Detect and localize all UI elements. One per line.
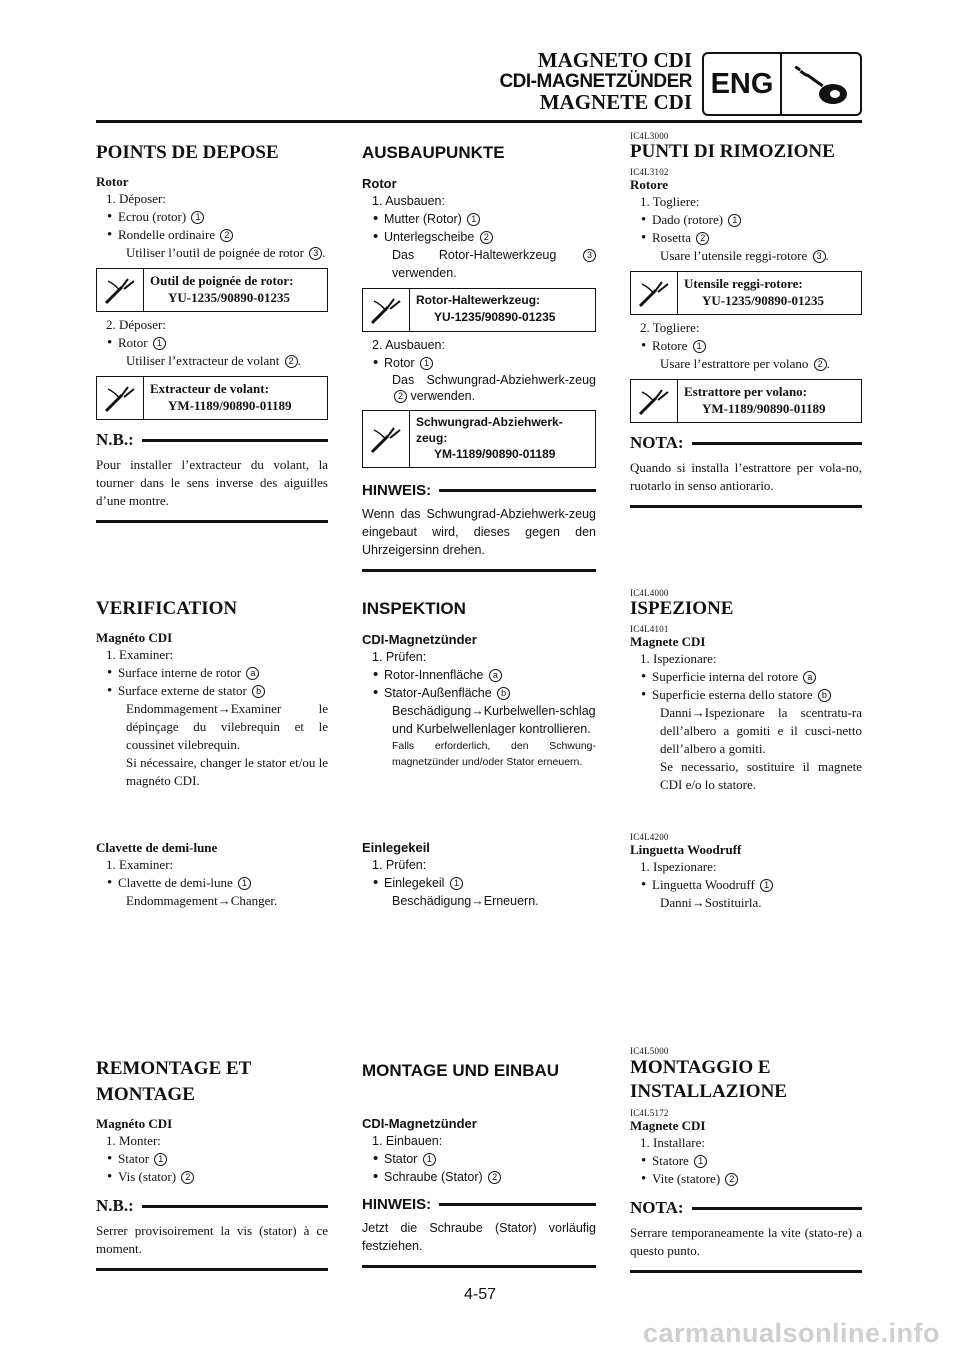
- fr-tool-1-name: Outil de poignée de rotor:: [150, 273, 294, 288]
- callout-1: 1: [153, 337, 166, 350]
- fr-removal-title: POINTS DE DEPOSE: [96, 142, 279, 163]
- fr-rotor-heading: Rotor: [96, 174, 129, 189]
- fr-bullet-stator-surface: [96, 682, 328, 700]
- fr-verification-title: VERIFICATION: [96, 598, 238, 619]
- de-bullet-stator: [362, 1150, 596, 1168]
- fr-magneto-heading: Magnéto CDI: [96, 630, 173, 645]
- it-inspect-step: 1. Ispezionare:: [640, 651, 717, 666]
- it-step-2: 2. Togliere:: [640, 320, 700, 335]
- it-bullet-rotor: [630, 337, 862, 355]
- callout-2: 2: [394, 390, 407, 403]
- de-step-2: 2. Ausbauen:: [372, 338, 445, 352]
- de-note-2: Jetzt die Schraube (Stator) vorläufig festziehen.: [362, 1219, 596, 1268]
- de-bullet-rotor-text: Rotor: [384, 356, 415, 370]
- fr-key-examine: 1. Examiner:: [106, 857, 174, 872]
- callout-1: 1: [728, 214, 741, 227]
- it-bullet-key: [630, 876, 862, 894]
- de-bullet-key: [362, 874, 596, 892]
- it-bullet-rotor-surface: [630, 668, 862, 686]
- it-note-header-2: [630, 1198, 862, 1218]
- callout-1: 1: [238, 877, 251, 890]
- fr-tool-2-text: [144, 377, 327, 419]
- de-tool-box-flywheel-puller: [362, 410, 596, 468]
- de-removal-title: AUSBAUPUNKTE: [362, 143, 505, 162]
- callout-3: 3: [309, 247, 322, 260]
- de-bullet-rotor: [362, 354, 596, 372]
- it-tool-2-number: YM-1189/90890-01189: [702, 401, 826, 416]
- de-tool-1-name: Rotor-Haltewerkzeug:: [416, 293, 541, 307]
- fr-step-1: 1. Déposer:: [106, 191, 166, 206]
- section-badge: [702, 52, 862, 116]
- it-key-heading: Linguetta Woodruff: [630, 842, 742, 857]
- de-rotor-instruction-text: Das Schwungrad-Abziehwerk-zeug: [392, 373, 596, 387]
- fr-assembly-section: [96, 1056, 328, 1271]
- de-bullet-washer-text: Unterlegscheibe: [384, 230, 475, 244]
- it-removal-title: PUNTI DI RIMOZIONE: [630, 141, 835, 162]
- de-rotor-instruction: [362, 372, 596, 404]
- fr-tool-1-text: [144, 269, 327, 311]
- fr-washer-instruction-text: Utiliser l’outil de poignée de rotor: [126, 245, 304, 260]
- it-stator-text: Statore: [652, 1153, 689, 1168]
- de-magneto-heading-2: CDI-Magnetzünder: [362, 1116, 477, 1131]
- it-note-2: Serrare temporaneamente la vite (stato-re) a questo punto.: [630, 1224, 862, 1273]
- callout-a: a: [246, 667, 259, 680]
- it-magneto-heading: Magnete CDI: [630, 634, 706, 649]
- header-rule: [96, 120, 862, 123]
- callout-1: 1: [420, 357, 433, 370]
- it-tool-box-rotor-holder: [630, 271, 862, 315]
- it-stator-surface-text: Superficie esterna dello statore: [652, 687, 813, 702]
- it-bullet-washer-text: Rosetta: [652, 230, 691, 245]
- wrench-tool-icon: [363, 411, 410, 467]
- it-inspection-instruction-2: Se necessario, sostituire il magnete CDI e/o lo statore.: [660, 759, 862, 792]
- it-note-1: Quando si installa l’estrattore per vola-no, ruotarlo in senso antiorario.: [630, 459, 862, 508]
- it-bullet-screw: [630, 1170, 862, 1188]
- it-tool-box-flywheel-puller: [630, 379, 862, 423]
- de-bullet-washer: [362, 228, 596, 246]
- fr-rotor-instruction: Utiliser l’extracteur de volant 2 .: [126, 353, 301, 368]
- de-install-step: 1. Einbauen:: [372, 1134, 443, 1148]
- callout-2: 2: [488, 1171, 501, 1184]
- de-washer-instruction: [362, 246, 596, 282]
- callout-1: 1: [450, 877, 463, 890]
- it-bullet-nut: [630, 211, 862, 229]
- it-key-inspect: 1. Ispezionare:: [640, 859, 717, 874]
- it-install-step: 1. Installare:: [640, 1135, 705, 1150]
- it-bullet-nut-text: Dado (rotore): [652, 212, 724, 227]
- it-note-label-2: NOTA:: [630, 1198, 684, 1217]
- engine-icon: [782, 54, 860, 114]
- page-number: 4-57: [463, 1286, 497, 1303]
- de-key-section: [362, 840, 596, 910]
- fr-key-instruction: Endommagement→Changer.: [126, 893, 278, 908]
- it-key-text: Linguetta Woodruff: [652, 877, 755, 892]
- it-code-magneto-2: IC4L5172: [630, 1108, 669, 1118]
- fr-bullet-nut-text: Ecrou (rotor): [118, 209, 187, 224]
- fr-stator-surface-text: Surface externe de stator: [118, 683, 247, 698]
- de-key-check: 1. Prüfen:: [372, 858, 427, 872]
- callout-2: 2: [181, 1171, 194, 1184]
- de-note-header: [362, 482, 596, 499]
- fr-magneto-heading-2: Magnéto CDI: [96, 1116, 173, 1131]
- callout-1: 1: [760, 879, 773, 892]
- fr-tool-2-number: YM-1189/90890-01189: [168, 398, 292, 413]
- fr-bullet-washer: [96, 226, 328, 244]
- de-bullet-stator-surface: [362, 684, 596, 702]
- it-washer-instruction: Usare l’utensile reggi-rotore 3 .: [660, 248, 829, 263]
- fr-verification-instruction-2: Si nécessaire, changer le stator et/ou le magnéto CDI.: [126, 755, 328, 788]
- callout-1: 1: [154, 1153, 167, 1166]
- de-removal-section: [362, 142, 596, 572]
- de-bullet-nut-text: Mutter (Rotor): [384, 212, 462, 226]
- de-inspection-instruction-2: Falls erforderlich, den Schwung-magnetzünder und/oder Stator erneuern.: [392, 740, 596, 768]
- fr-verification-section: [96, 598, 328, 790]
- fr-note-label: N.B.:: [96, 430, 134, 449]
- callout-b: b: [252, 685, 265, 698]
- wrench-tool-icon: [631, 380, 678, 422]
- it-key-instruction: Danni→Sostituirla.: [660, 895, 762, 910]
- callout-2: 2: [814, 358, 827, 371]
- section-badge-label: ENG: [704, 54, 782, 114]
- de-inspection-title: INSPEKTION: [362, 599, 466, 618]
- callout-3: 3: [813, 250, 826, 263]
- de-check-step: 1. Prüfen:: [372, 650, 427, 664]
- fr-note-header: [96, 430, 328, 450]
- callout-1: 1: [693, 340, 706, 353]
- de-magneto-heading: CDI-Magnetzünder: [362, 632, 477, 647]
- de-note-label-2: HINWEIS:: [362, 1196, 432, 1213]
- de-note-label: HINWEIS:: [362, 482, 432, 499]
- fr-key-heading: Clavette de demi-lune: [96, 840, 218, 855]
- it-bullet-rotor-text: Rotore: [652, 338, 688, 353]
- it-code-magneto: IC4L4101: [630, 624, 669, 634]
- de-note-1: Wenn das Schwungrad-Abziehwerk-zeug eingebaut wird, dieses gegen den Uhrzeigersinn drehen.: [362, 505, 596, 572]
- fr-note-1: Pour installer l’extracteur du volant, la tourner dans le sens inverse des aiguilles d’une montre.: [96, 456, 328, 523]
- it-rotor-instruction: Usare l’estrattore per volano 2 .: [660, 356, 830, 371]
- fr-screw-text: Vis (stator): [118, 1169, 177, 1184]
- it-rotor-instruction-text: Usare l’estrattore per volano: [660, 356, 809, 371]
- header-line-3: MAGNETE CDI: [539, 90, 692, 114]
- fr-note-label-2: N.B.:: [96, 1196, 134, 1215]
- fr-rotor-instruction-text: Utiliser l’extracteur de volant: [126, 353, 280, 368]
- watermark: carmanualsonline.info: [642, 1318, 940, 1348]
- it-bullet-stator: [630, 1152, 862, 1170]
- it-inspection-instruction: Danni→Ispezionare la scentratu-ra dell’albero a gomiti e il cusci-netto dell’albero a gomiti.: [660, 705, 862, 756]
- de-key-heading: Einlegekeil: [362, 840, 430, 855]
- it-rotor-heading: Rotore: [630, 177, 669, 192]
- fr-assembly-title: REMONTAGE ET MONTAGE: [96, 1058, 252, 1105]
- callout-1: 1: [423, 1153, 436, 1166]
- callout-b: b: [818, 689, 831, 702]
- de-tool-1-number: YU-1235/90890-01235: [434, 310, 556, 324]
- fr-tool-2-name: Extracteur de volant:: [150, 381, 269, 396]
- callout-1: 1: [467, 213, 480, 226]
- wrench-tool-icon: [363, 289, 410, 331]
- it-washer-instruction-text: Usare l’utensile reggi-rotore: [660, 248, 808, 263]
- fr-bullet-rotor: [96, 334, 328, 352]
- de-washer-instruction-end: verwenden.: [392, 266, 457, 280]
- de-tool-2-name: Schwungrad-Abziehwerk-zeug:: [416, 415, 563, 445]
- callout-3: 3: [583, 249, 596, 262]
- de-key-instruction: Beschädigung→Erneuern.: [392, 894, 539, 908]
- callout-2: 2: [480, 231, 493, 244]
- it-tool-2-name: Estrattore per volano:: [684, 384, 807, 399]
- de-tool-2-text: [410, 411, 595, 467]
- wrench-tool-icon: [97, 269, 144, 311]
- fr-removal-section: [96, 142, 328, 523]
- fr-bullet-nut: [96, 208, 328, 226]
- fr-examine-step: 1. Examiner:: [106, 647, 174, 662]
- header-line-2: CDI-MAGNETZÜNDER: [499, 71, 692, 92]
- section-header: [499, 50, 692, 113]
- de-rotor-heading: Rotor: [362, 176, 397, 191]
- callout-b: b: [497, 687, 510, 700]
- de-rotor-instruction-end: verwenden.: [410, 389, 476, 403]
- wrench-tool-icon: [97, 377, 144, 419]
- de-inspection-section: [362, 598, 596, 770]
- wrench-tool-icon: [631, 272, 678, 314]
- fr-washer-instruction: Utiliser l’outil de poignée de rotor 3 .: [126, 245, 326, 260]
- fr-tool-box-flywheel-puller: [96, 376, 328, 420]
- it-note-header: [630, 433, 862, 453]
- fr-stator-text: Stator: [118, 1151, 150, 1166]
- it-tool-1-name: Utensile reggi-rotore:: [684, 276, 803, 291]
- fr-bullet-rotor-surface: [96, 664, 328, 682]
- fr-bullet-washer-text: Rondelle ordinaire: [118, 227, 216, 242]
- de-note-header-2: [362, 1196, 596, 1213]
- it-tool-1-text: [678, 272, 861, 314]
- header-line-1: MAGNETO CDI: [537, 48, 692, 72]
- callout-a: a: [489, 669, 502, 682]
- callout-2: 2: [696, 232, 709, 245]
- callout-2: 2: [285, 355, 298, 368]
- de-washer-instruction-text: Das Rotor-Haltewerkzeug: [392, 248, 557, 262]
- it-bullet-stator-surface: [630, 686, 862, 704]
- it-key-section: [630, 832, 862, 912]
- it-code-verif: IC4L4000: [630, 588, 669, 598]
- fr-bullet-rotor-text: Rotor: [118, 335, 148, 350]
- it-tool-1-number: YU-1235/90890-01235: [702, 293, 825, 308]
- it-rotor-surface-text: Superficie interna del rotore: [652, 669, 799, 684]
- callout-2: 2: [725, 1173, 738, 1186]
- it-inspection-section: [630, 588, 862, 794]
- it-code-key: IC4L4200: [630, 832, 669, 842]
- callout-2: 2: [220, 229, 233, 242]
- it-assembly-section: [630, 1046, 862, 1273]
- de-step-1: 1. Ausbauen:: [372, 194, 445, 208]
- it-code-assy: IC4L5000: [630, 1046, 669, 1056]
- fr-mount-step: 1. Monter:: [106, 1133, 161, 1148]
- de-assembly-title: MONTAGE UND EINBAU: [362, 1061, 560, 1080]
- de-tool-1-text: [410, 289, 595, 331]
- de-assembly-section: [362, 1060, 596, 1268]
- it-step-1: 1. Togliere:: [640, 194, 700, 209]
- de-tool-box-rotor-holder: [362, 288, 596, 332]
- it-tool-2-text: [678, 380, 861, 422]
- fr-note-2: Serrer provisoirement la vis (stator) à ce moment.: [96, 1222, 328, 1271]
- fr-key-text: Clavette de demi-lune: [118, 875, 233, 890]
- de-bullet-screw: [362, 1168, 596, 1186]
- de-inspection-instruction: Beschädigung→Kurbelwellen-schlag und Kurbelwellenlager kontrollieren.: [392, 704, 596, 736]
- fr-bullet-stator: [96, 1150, 328, 1168]
- fr-bullet-screw: [96, 1168, 328, 1186]
- fr-note-header-2: [96, 1196, 328, 1216]
- de-tool-2-number: YM-1189/90890-01189: [434, 447, 556, 461]
- it-assembly-title: MONTAGGIO E INSTALLAZIONE: [630, 1057, 787, 1102]
- de-stator-text: Stator: [384, 1152, 418, 1166]
- it-magneto-heading-2: Magnete CDI: [630, 1118, 706, 1133]
- fr-rotor-surface-text: Surface interne de rotor: [118, 665, 242, 680]
- callout-1: 1: [694, 1155, 707, 1168]
- de-rotor-surface-text: Rotor-Innenfläche: [384, 668, 484, 682]
- de-screw-text: Schraube (Stator): [384, 1170, 483, 1184]
- callout-1: 1: [191, 211, 204, 224]
- de-stator-surface-text: Stator-Außenfläche: [384, 686, 492, 700]
- fr-tool-box-rotor-holder: [96, 268, 328, 312]
- fr-key-section: [96, 840, 328, 910]
- it-code-rotor: IC4L3102: [630, 167, 669, 177]
- it-bullet-washer: [630, 229, 862, 247]
- it-removal-section: [630, 131, 862, 508]
- it-code-removal: IC4L3000: [630, 131, 669, 141]
- fr-bullet-key: [96, 874, 328, 892]
- it-note-label: NOTA:: [630, 433, 684, 452]
- fr-step-2: 2. Déposer:: [106, 317, 166, 332]
- fr-tool-1-number: YU-1235/90890-01235: [168, 290, 291, 305]
- de-bullet-rotor-surface: [362, 666, 596, 684]
- callout-a: a: [803, 671, 816, 684]
- it-screw-text: Vite (statore): [652, 1171, 721, 1186]
- fr-verification-instruction: Endommagement→Examiner le dépinçage du vilebrequin et le coussinet vilebrequin.: [126, 701, 328, 752]
- it-inspection-title: ISPEZIONE: [630, 598, 734, 619]
- de-key-text: Einlegekeil: [384, 876, 445, 890]
- de-bullet-nut: [362, 210, 596, 228]
